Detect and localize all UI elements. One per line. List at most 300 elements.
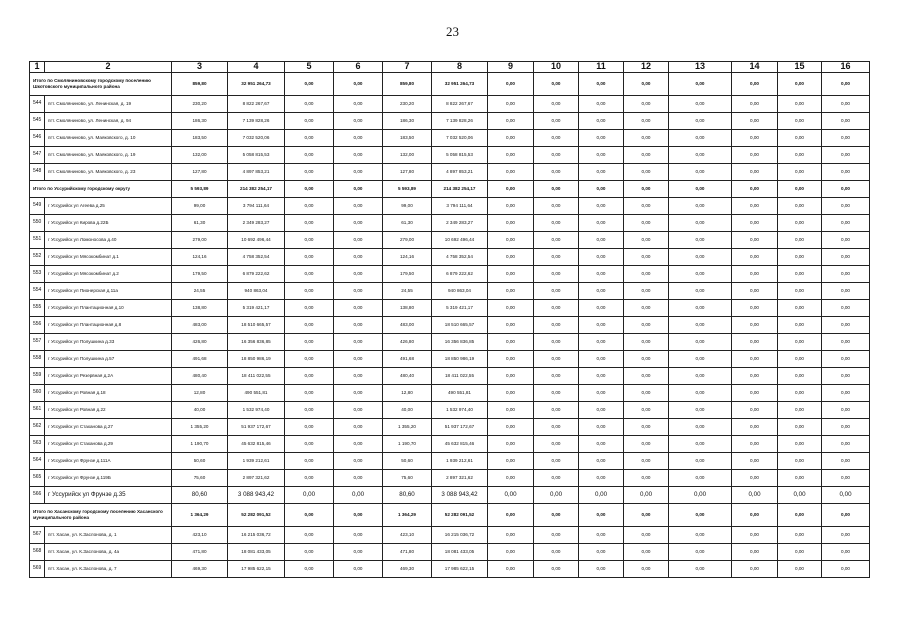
table-row xyxy=(30,402,870,419)
value-cell-c6: 0,00 xyxy=(334,544,383,561)
value-cell-c10: 0,00 xyxy=(534,164,579,181)
row-number: 563 xyxy=(30,436,45,453)
value-cell-c13: 0,00 xyxy=(669,130,732,147)
row-number: 546 xyxy=(30,130,45,147)
value-cell-c16: 0,00 xyxy=(822,419,870,436)
value-cell-c12: 0,00 xyxy=(624,527,669,544)
address-cell: г Уссурийск ул Стаханова д.27 xyxy=(45,419,172,436)
value-cell-c12: 0,00 xyxy=(624,266,669,283)
value-cell-c14: 0,00 xyxy=(732,73,778,96)
value-cell-c16: 0,00 xyxy=(822,147,870,164)
value-cell-c11: 0,00 xyxy=(579,436,624,453)
value-cell-c12: 0,00 xyxy=(624,504,669,527)
value-cell-c9: 0,00 xyxy=(488,96,534,113)
value-cell-c9: 0,00 xyxy=(488,561,534,578)
value-cell-c9: 0,00 xyxy=(488,113,534,130)
value-cell-c9: 0,00 xyxy=(488,147,534,164)
value-cell-c9: 0,00 xyxy=(488,368,534,385)
value-cell-c14: 0,00 xyxy=(732,334,778,351)
value-cell-c5: 0,00 xyxy=(285,317,334,334)
value-cell-c5: 0,00 xyxy=(285,96,334,113)
value-cell-c15: 0,00 xyxy=(778,249,822,266)
value-cell-c6: 0,00 xyxy=(334,113,383,130)
value-cell-c10: 0,00 xyxy=(534,266,579,283)
value-cell-c5: 0,00 xyxy=(285,215,334,232)
column-number-3: 3 xyxy=(172,62,228,73)
table-row xyxy=(30,561,870,578)
value-cell-c16: 0,00 xyxy=(822,544,870,561)
value-cell-c14: 0,00 xyxy=(732,436,778,453)
address-cell: пгт. Смоляниново, ул. Ленинская, д. 94 xyxy=(45,113,172,130)
address-cell: г Уссурийск ул Фрунзе д.35 xyxy=(45,487,172,504)
value-cell-c7: 279,00 xyxy=(383,232,432,249)
address-cell: г Уссурийск ул Ровная д.22 xyxy=(45,402,172,419)
address-cell: г Уссурийск ул Плантационная д.8 xyxy=(45,317,172,334)
value-cell-c16: 0,00 xyxy=(822,487,870,504)
value-cell-c14: 0,00 xyxy=(732,544,778,561)
value-cell-c11: 0,00 xyxy=(579,266,624,283)
row-number: 544 xyxy=(30,96,45,113)
value-cell-c12: 0,00 xyxy=(624,181,669,198)
value-cell-c7: 75,60 xyxy=(383,470,432,487)
value-cell-c10: 0,00 xyxy=(534,249,579,266)
value-cell-c14: 0,00 xyxy=(732,181,778,198)
value-cell-c8: 18 081 433,05 xyxy=(432,544,488,561)
value-cell-c9: 0,00 xyxy=(488,436,534,453)
value-cell-c11: 0,00 xyxy=(579,232,624,249)
column-number-15: 15 xyxy=(778,62,822,73)
value-cell-c9: 0,00 xyxy=(488,215,534,232)
value-cell-c16: 0,00 xyxy=(822,96,870,113)
value-cell-c5: 0,00 xyxy=(285,504,334,527)
value-cell-c16: 0,00 xyxy=(822,164,870,181)
value-cell-c12: 0,00 xyxy=(624,561,669,578)
value-cell-c9: 0,00 xyxy=(488,402,534,419)
page-number: 23 xyxy=(446,24,459,39)
value-cell-c12: 0,00 xyxy=(624,283,669,300)
value-cell-c6: 0,00 xyxy=(334,470,383,487)
value-cell-c10: 0,00 xyxy=(534,232,579,249)
value-cell-c10: 0,00 xyxy=(534,402,579,419)
value-cell-c5: 0,00 xyxy=(285,300,334,317)
value-cell-c7: 859,80 xyxy=(383,73,432,96)
value-cell-c9: 0,00 xyxy=(488,317,534,334)
value-cell-c5: 0,00 xyxy=(285,130,334,147)
value-cell-c13: 0,00 xyxy=(669,147,732,164)
value-cell-c9: 0,00 xyxy=(488,266,534,283)
value-cell-c7: 469,30 xyxy=(383,561,432,578)
value-cell-c14: 0,00 xyxy=(732,368,778,385)
column-number-1: 1 xyxy=(30,62,45,73)
subtotal-row xyxy=(30,504,870,527)
value-cell-c7: 40,00 xyxy=(383,402,432,419)
value-cell-c14: 0,00 xyxy=(732,470,778,487)
value-cell-c15: 0,00 xyxy=(778,198,822,215)
value-cell-c14: 0,00 xyxy=(732,527,778,544)
value-cell-c7: 471,80 xyxy=(383,544,432,561)
value-cell-c4: 940 863,04 xyxy=(228,283,285,300)
value-cell-c6: 0,00 xyxy=(334,73,383,96)
value-cell-c8: 3 794 111,64 xyxy=(432,198,488,215)
value-cell-c14: 0,00 xyxy=(732,402,778,419)
value-cell-c14: 0,00 xyxy=(732,130,778,147)
table-row xyxy=(30,436,870,453)
value-cell-c12: 0,00 xyxy=(624,164,669,181)
value-cell-c16: 0,00 xyxy=(822,317,870,334)
value-cell-c5: 0,00 xyxy=(285,385,334,402)
value-cell-c5: 0,00 xyxy=(285,453,334,470)
value-cell-c10: 0,00 xyxy=(534,215,579,232)
value-cell-c7: 132,00 xyxy=(383,147,432,164)
value-cell-c6: 0,00 xyxy=(334,487,383,504)
value-cell-c16: 0,00 xyxy=(822,402,870,419)
value-cell-c13: 0,00 xyxy=(669,402,732,419)
row-number: 554 xyxy=(30,283,45,300)
value-cell-c8: 16 356 836,85 xyxy=(432,334,488,351)
value-cell-c5: 0,00 xyxy=(285,402,334,419)
value-cell-c6: 0,00 xyxy=(334,419,383,436)
value-cell-c8: 52 282 091,52 xyxy=(432,504,488,527)
value-cell-c15: 0,00 xyxy=(778,283,822,300)
value-cell-c5: 0,00 xyxy=(285,351,334,368)
address-cell: г Уссурийск ул Агеева д.25 xyxy=(45,198,172,215)
value-cell-c4: 1 532 974,40 xyxy=(228,402,285,419)
column-number-10: 10 xyxy=(534,62,579,73)
value-cell-c14: 0,00 xyxy=(732,96,778,113)
value-cell-c11: 0,00 xyxy=(579,419,624,436)
value-cell-c4: 7 139 828,26 xyxy=(228,113,285,130)
value-cell-c5: 0,00 xyxy=(285,368,334,385)
value-cell-c15: 0,00 xyxy=(778,453,822,470)
value-cell-c11: 0,00 xyxy=(579,164,624,181)
column-number-2: 2 xyxy=(45,62,172,73)
value-cell-c13: 0,00 xyxy=(669,334,732,351)
table-row xyxy=(30,368,870,385)
value-cell-c7: 1 364,29 xyxy=(383,504,432,527)
value-cell-c13: 0,00 xyxy=(669,368,732,385)
value-cell-c3: 483,00 xyxy=(172,317,228,334)
value-cell-c14: 0,00 xyxy=(732,351,778,368)
value-cell-c7: 124,16 xyxy=(383,249,432,266)
value-cell-c10: 0,00 xyxy=(534,544,579,561)
row-number: 566 xyxy=(30,487,45,504)
value-cell-c10: 0,00 xyxy=(534,181,579,198)
row-number: 558 xyxy=(30,351,45,368)
value-cell-c14: 0,00 xyxy=(732,504,778,527)
value-cell-c12: 0,00 xyxy=(624,453,669,470)
value-cell-c14: 0,00 xyxy=(732,317,778,334)
address-cell: г Уссурийск ул Резервная д.2А xyxy=(45,368,172,385)
column-number-13: 13 xyxy=(669,62,732,73)
value-cell-c10: 0,00 xyxy=(534,96,579,113)
value-cell-c12: 0,00 xyxy=(624,73,669,96)
value-cell-c7: 99,00 xyxy=(383,198,432,215)
row-number: 550 xyxy=(30,215,45,232)
value-cell-c7: 491,68 xyxy=(383,351,432,368)
value-cell-c16: 0,00 xyxy=(822,215,870,232)
value-cell-c15: 0,00 xyxy=(778,561,822,578)
value-cell-c10: 0,00 xyxy=(534,113,579,130)
value-cell-c15: 0,00 xyxy=(778,266,822,283)
value-cell-c9: 0,00 xyxy=(488,283,534,300)
value-cell-c11: 0,00 xyxy=(579,487,624,504)
value-cell-c12: 0,00 xyxy=(624,334,669,351)
value-cell-c5: 0,00 xyxy=(285,73,334,96)
value-cell-c13: 0,00 xyxy=(669,283,732,300)
value-cell-c12: 0,00 xyxy=(624,317,669,334)
table-row xyxy=(30,317,870,334)
value-cell-c5: 0,00 xyxy=(285,470,334,487)
table-row xyxy=(30,215,870,232)
value-cell-c11: 0,00 xyxy=(579,351,624,368)
value-cell-c10: 0,00 xyxy=(534,300,579,317)
value-cell-c14: 0,00 xyxy=(732,419,778,436)
value-cell-c11: 0,00 xyxy=(579,130,624,147)
value-cell-c13: 0,00 xyxy=(669,436,732,453)
value-cell-c3: 50,60 xyxy=(172,453,228,470)
value-cell-c3: 1 364,29 xyxy=(172,504,228,527)
value-cell-c13: 0,00 xyxy=(669,453,732,470)
value-cell-c13: 0,00 xyxy=(669,249,732,266)
value-cell-c10: 0,00 xyxy=(534,561,579,578)
value-cell-c4: 16 215 036,72 xyxy=(228,527,285,544)
value-cell-c8: 4 897 853,21 xyxy=(432,164,488,181)
value-cell-c11: 0,00 xyxy=(579,561,624,578)
value-cell-c15: 0,00 xyxy=(778,181,822,198)
value-cell-c12: 0,00 xyxy=(624,147,669,164)
table-row xyxy=(30,453,870,470)
value-cell-c12: 0,00 xyxy=(624,96,669,113)
value-cell-c5: 0,00 xyxy=(285,249,334,266)
value-cell-c10: 0,00 xyxy=(534,351,579,368)
value-cell-c6: 0,00 xyxy=(334,351,383,368)
value-cell-c13: 0,00 xyxy=(669,317,732,334)
value-cell-c9: 0,00 xyxy=(488,504,534,527)
value-cell-c9: 0,00 xyxy=(488,130,534,147)
value-cell-c3: 138,80 xyxy=(172,300,228,317)
value-cell-c11: 0,00 xyxy=(579,453,624,470)
value-cell-c10: 0,00 xyxy=(534,487,579,504)
value-cell-c4: 3 088 943,42 xyxy=(228,487,285,504)
table-row xyxy=(30,249,870,266)
value-cell-c5: 0,00 xyxy=(285,436,334,453)
value-cell-c15: 0,00 xyxy=(778,164,822,181)
value-cell-c13: 0,00 xyxy=(669,113,732,130)
value-cell-c3: 80,60 xyxy=(172,487,228,504)
table-row xyxy=(30,147,870,164)
value-cell-c8: 10 692 496,44 xyxy=(432,232,488,249)
value-cell-c12: 0,00 xyxy=(624,436,669,453)
value-cell-c13: 0,00 xyxy=(669,504,732,527)
value-cell-c4: 2 897 321,62 xyxy=(228,470,285,487)
table-row xyxy=(30,130,870,147)
value-cell-c10: 0,00 xyxy=(534,453,579,470)
value-cell-c12: 0,00 xyxy=(624,487,669,504)
value-cell-c16: 0,00 xyxy=(822,181,870,198)
row-number: 562 xyxy=(30,419,45,436)
value-cell-c15: 0,00 xyxy=(778,300,822,317)
value-cell-c16: 0,00 xyxy=(822,368,870,385)
value-cell-c14: 0,00 xyxy=(732,561,778,578)
value-cell-c13: 0,00 xyxy=(669,470,732,487)
column-number-16: 16 xyxy=(822,62,870,73)
value-cell-c8: 2 897 321,62 xyxy=(432,470,488,487)
value-cell-c14: 0,00 xyxy=(732,487,778,504)
value-cell-c5: 0,00 xyxy=(285,419,334,436)
value-cell-c6: 0,00 xyxy=(334,181,383,198)
table-row xyxy=(30,113,870,130)
column-number-5: 5 xyxy=(285,62,334,73)
value-cell-c6: 0,00 xyxy=(334,266,383,283)
value-cell-c16: 0,00 xyxy=(822,561,870,578)
value-cell-c16: 0,00 xyxy=(822,504,870,527)
value-cell-c7: 127,80 xyxy=(383,164,432,181)
value-cell-c8: 45 632 815,46 xyxy=(432,436,488,453)
table-row xyxy=(30,544,870,561)
value-cell-c7: 186,30 xyxy=(383,113,432,130)
value-cell-c3: 480,40 xyxy=(172,368,228,385)
value-cell-c11: 0,00 xyxy=(579,527,624,544)
value-cell-c11: 0,00 xyxy=(579,215,624,232)
table-row xyxy=(30,334,870,351)
value-cell-c16: 0,00 xyxy=(822,351,870,368)
value-cell-c13: 0,00 xyxy=(669,561,732,578)
value-cell-c3: 124,16 xyxy=(172,249,228,266)
value-cell-c8: 7 032 520,06 xyxy=(432,130,488,147)
value-cell-c12: 0,00 xyxy=(624,113,669,130)
value-cell-c4: 4 758 352,54 xyxy=(228,249,285,266)
value-cell-c9: 0,00 xyxy=(488,300,534,317)
row-number: 560 xyxy=(30,385,45,402)
value-cell-c7: 230,20 xyxy=(383,96,432,113)
address-cell: пгт. Хасан, ул. К.Заслонова, д. 7 xyxy=(45,561,172,578)
value-cell-c10: 0,00 xyxy=(534,419,579,436)
value-cell-c11: 0,00 xyxy=(579,147,624,164)
value-cell-c3: 491,68 xyxy=(172,351,228,368)
table-row xyxy=(30,527,870,544)
value-cell-c9: 0,00 xyxy=(488,419,534,436)
value-cell-c16: 0,00 xyxy=(822,73,870,96)
value-cell-c16: 0,00 xyxy=(822,232,870,249)
row-number: 548 xyxy=(30,164,45,181)
value-cell-c11: 0,00 xyxy=(579,249,624,266)
value-cell-c14: 0,00 xyxy=(732,232,778,249)
value-cell-c8: 18 510 665,57 xyxy=(432,317,488,334)
value-cell-c3: 61,30 xyxy=(172,215,228,232)
value-cell-c5: 0,00 xyxy=(285,113,334,130)
value-cell-c6: 0,00 xyxy=(334,561,383,578)
value-cell-c13: 0,00 xyxy=(669,300,732,317)
value-cell-c15: 0,00 xyxy=(778,368,822,385)
value-cell-c10: 0,00 xyxy=(534,334,579,351)
value-cell-c11: 0,00 xyxy=(579,113,624,130)
value-cell-c9: 0,00 xyxy=(488,181,534,198)
value-cell-c8: 18 850 986,19 xyxy=(432,351,488,368)
value-cell-c3: 423,10 xyxy=(172,527,228,544)
value-cell-c12: 0,00 xyxy=(624,368,669,385)
value-cell-c8: 2 349 283,27 xyxy=(432,215,488,232)
value-cell-c10: 0,00 xyxy=(534,198,579,215)
value-cell-c16: 0,00 xyxy=(822,266,870,283)
value-cell-c5: 0,00 xyxy=(285,164,334,181)
address-cell: г Уссурийск ул Ломоносова д.40 xyxy=(45,232,172,249)
address-cell: г Уссурийск ул Мясокомбинат д.1 xyxy=(45,249,172,266)
table-row xyxy=(30,351,870,368)
value-cell-c15: 0,00 xyxy=(778,544,822,561)
value-cell-c11: 0,00 xyxy=(579,470,624,487)
value-cell-c4: 32 951 264,73 xyxy=(228,73,285,96)
value-cell-c14: 0,00 xyxy=(732,249,778,266)
value-cell-c16: 0,00 xyxy=(822,527,870,544)
value-cell-c7: 1 190,70 xyxy=(383,436,432,453)
value-cell-c3: 859,80 xyxy=(172,73,228,96)
value-cell-c11: 0,00 xyxy=(579,283,624,300)
column-number-9: 9 xyxy=(488,62,534,73)
address-cell: г Уссурийск ул Стаханова д.29 xyxy=(45,436,172,453)
value-cell-c15: 0,00 xyxy=(778,527,822,544)
value-cell-c8: 5 058 815,53 xyxy=(432,147,488,164)
row-number: 567 xyxy=(30,527,45,544)
value-cell-c13: 0,00 xyxy=(669,385,732,402)
value-cell-c6: 0,00 xyxy=(334,402,383,419)
value-cell-c4: 5 319 421,17 xyxy=(228,300,285,317)
value-cell-c3: 24,55 xyxy=(172,283,228,300)
value-cell-c8: 16 215 036,72 xyxy=(432,527,488,544)
value-cell-c8: 5 319 421,17 xyxy=(432,300,488,317)
value-cell-c8: 490 551,81 xyxy=(432,385,488,402)
value-cell-c7: 80,60 xyxy=(383,487,432,504)
column-number-row xyxy=(30,62,870,73)
value-cell-c8: 32 951 264,73 xyxy=(432,73,488,96)
value-cell-c16: 0,00 xyxy=(822,453,870,470)
value-cell-c14: 0,00 xyxy=(732,266,778,283)
value-cell-c15: 0,00 xyxy=(778,232,822,249)
value-cell-c14: 0,00 xyxy=(732,198,778,215)
value-cell-c5: 0,00 xyxy=(285,544,334,561)
value-cell-c3: 230,20 xyxy=(172,96,228,113)
value-cell-c8: 3 088 943,42 xyxy=(432,487,488,504)
value-cell-c7: 50,60 xyxy=(383,453,432,470)
value-cell-c9: 0,00 xyxy=(488,351,534,368)
value-cell-c13: 0,00 xyxy=(669,232,732,249)
value-cell-c12: 0,00 xyxy=(624,130,669,147)
value-cell-c15: 0,00 xyxy=(778,487,822,504)
value-cell-c11: 0,00 xyxy=(579,504,624,527)
value-cell-c8: 18 411 022,55 xyxy=(432,368,488,385)
value-cell-c15: 0,00 xyxy=(778,96,822,113)
value-cell-c4: 10 692 496,44 xyxy=(228,232,285,249)
value-cell-c3: 132,00 xyxy=(172,147,228,164)
column-number-7: 7 xyxy=(383,62,432,73)
value-cell-c5: 0,00 xyxy=(285,232,334,249)
value-cell-c11: 0,00 xyxy=(579,73,624,96)
value-cell-c6: 0,00 xyxy=(334,198,383,215)
table-row xyxy=(30,266,870,283)
row-number: 569 xyxy=(30,561,45,578)
value-cell-c9: 0,00 xyxy=(488,232,534,249)
value-cell-c8: 214 382 254,17 xyxy=(432,181,488,198)
value-cell-c13: 0,00 xyxy=(669,544,732,561)
value-cell-c6: 0,00 xyxy=(334,232,383,249)
subtotal-row xyxy=(30,73,870,96)
subtotal-row xyxy=(30,181,870,198)
value-cell-c15: 0,00 xyxy=(778,470,822,487)
value-cell-c13: 0,00 xyxy=(669,419,732,436)
value-cell-c16: 0,00 xyxy=(822,113,870,130)
value-cell-c13: 0,00 xyxy=(669,164,732,181)
value-cell-c11: 0,00 xyxy=(579,544,624,561)
value-cell-c3: 5 593,89 xyxy=(172,181,228,198)
